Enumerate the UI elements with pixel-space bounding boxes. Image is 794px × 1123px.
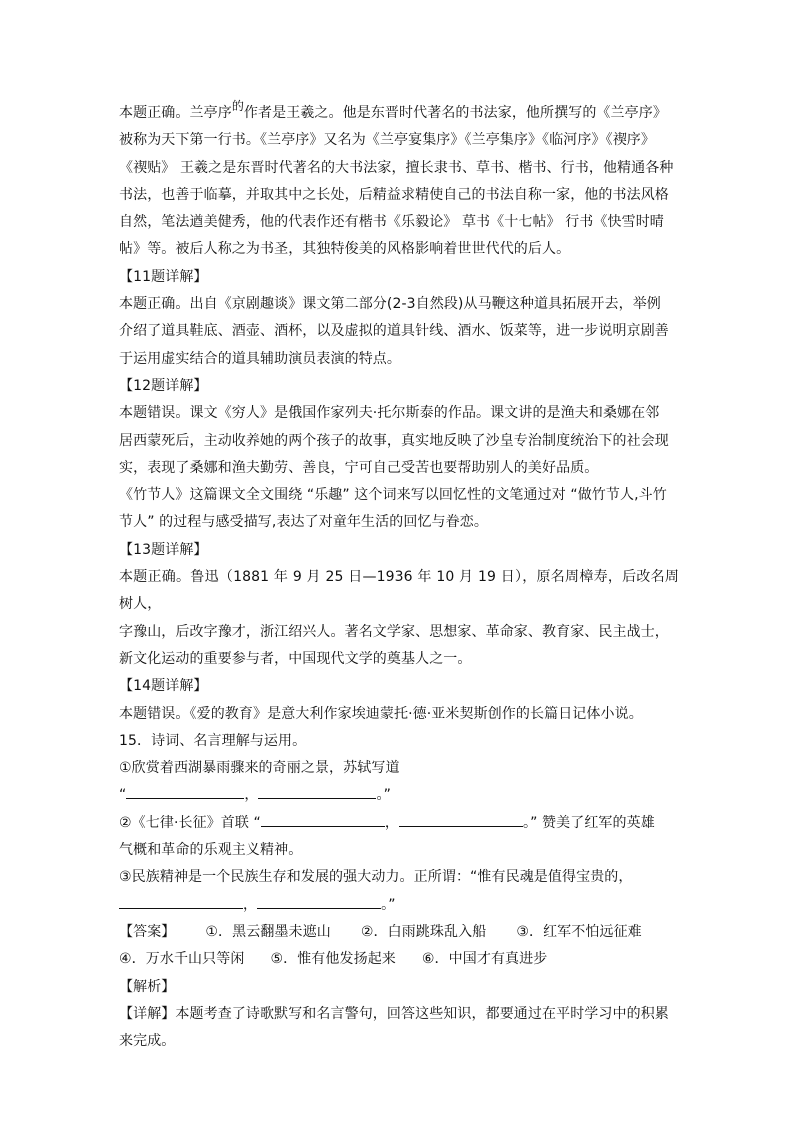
q14-heading: 【14题详解】	[119, 678, 208, 695]
q10-line3: 《禊贴》 王羲之是东晋时代著名的大书法家，擅长隶书、草书、楷书、行书，他精通各种	[119, 159, 674, 176]
q15-item2-suffix: 。” 赞美了红军的英雄	[523, 814, 655, 831]
q13-heading: 【13题详解】	[119, 541, 208, 558]
q15-item3-comma: ，	[243, 896, 258, 913]
q10-line6: 帖》等。被后人称之为书圣，其独特俊美的风格影响着世世代代的后人。	[119, 241, 571, 258]
q11-line3: 于运用虚实结合的道具辅助演员表演的特点。	[119, 350, 401, 367]
q14-line1: 本题错误。《爱的教育》是意大利作家埃迪蒙托·德·亚米契斯创作的长篇日记体小说。	[119, 705, 643, 722]
q15-item1-comma: ，	[244, 787, 259, 804]
q15-item1-close-quote: 。”	[376, 787, 391, 804]
q11-line1: 本题正确。出自《京剧趣谈》课文第二部分(2-3自然段)从马鞭这种道具拓展开去，举例	[119, 296, 661, 313]
q10-line4: 书法，也善于临摹，并取其中之长处，后精益求精使自己的书法自称一家，他的书法风格	[119, 186, 669, 203]
q15-answer-row1	[119, 919, 679, 946]
q11-heading: 【11题详解】	[119, 268, 208, 285]
q10-superscript: 的	[231, 99, 244, 113]
answer-1: ①．黑云翻墨未遮山	[205, 923, 331, 940]
answer-6: ⑥．中国才有真进步	[421, 951, 548, 968]
q15-detail	[119, 1001, 679, 1056]
fill-blank-5[interactable]	[119, 892, 243, 909]
fill-blank-6[interactable]	[257, 892, 381, 909]
q12-line4: 《竹节人》这篇课文全文围绕 “乐趣” 这个词来写以回忆性的文笔通过对 “做竹节人,斗竹	[119, 487, 667, 504]
q12-line3: 实，表现了桑娜和渔夫勤劳、善良，宁可自己受苦也要帮助别人的美好品质。	[119, 459, 599, 476]
answer-3: ③．红军不怕远征难	[516, 923, 642, 940]
q12-heading: 【12题详解】	[119, 377, 208, 394]
q13-line3: 新文化运动的重要参与者，中国现代文学的奠基人之一。	[119, 650, 472, 667]
q13-line1: 本题正确。鲁迅（1881 年 9 月 25 日—1936 年 10 月 19 日），原名周樟寿，后改名周树人，	[119, 569, 679, 613]
q15-item2-line2: 气概和革命的乐观主义精神。	[119, 842, 303, 859]
q11-paragraph	[119, 291, 679, 373]
answer-2: ②．白雨跳珠乱入船	[360, 923, 487, 940]
answer-5: ⑤．惟有他发扬起来	[270, 951, 396, 968]
fill-blank-1[interactable]	[126, 782, 244, 799]
q15-item3	[119, 864, 679, 919]
analysis-label: 【解析】	[119, 978, 176, 995]
fill-blank-4[interactable]	[399, 810, 523, 827]
q15-item2	[119, 810, 679, 865]
q14-paragraph	[119, 701, 679, 728]
q12-line1: 本题错误。课文《穷人》是俄国作家列夫·托尔斯泰的作品。课文讲的是渔夫和桑娜在邻	[119, 405, 660, 422]
q10-line2: 被称为天下第一行书。《兰亭序》又名为《兰亭宴集序》《兰亭集序》《临河序》《禊序》	[119, 132, 655, 149]
q15-answer-row2	[119, 946, 679, 973]
q12-line5: 节人” 的过程与感受描写,表达了对童年生活的回忆与眷恋。	[119, 514, 488, 531]
q15-item2-comma: ，	[384, 814, 400, 831]
q10-paragraph	[119, 100, 679, 264]
answer-label: 【答案】	[119, 923, 176, 940]
q12-paragraph	[119, 400, 679, 536]
q15-item1-open-quote: “	[119, 787, 127, 804]
q15-item3-prompt: ③民族精神是一个民族生存和发展的强大动力。正所谓：“惟有民魂是值得宝贵的，	[119, 869, 633, 886]
q15-title: 15．诗词、名言理解与运用。	[119, 732, 307, 749]
q10-line1: 作者是王羲之。他是东晋时代著名的书法家，他所撰写的《兰亭序》	[243, 105, 667, 121]
q10-lead: 本题正确。兰亭序	[119, 105, 232, 121]
q12-line2: 居西蒙死后，主动收养她的两个孩子的故事，真实地反映了沙皇专治制度统治下的社会现	[119, 432, 669, 449]
answer-explanations	[119, 100, 679, 1055]
q15-item1	[119, 755, 679, 810]
q15-item1-prompt: ①欣赏着西湖暴雨骤来的奇丽之景，苏轼写道	[119, 760, 400, 777]
q13-paragraph	[119, 564, 679, 673]
q10-line5: 自然，笔法遒美健秀，他的代表作还有楷书《乐毅论》 草书《十七帖》 行书《快雪时晴	[119, 214, 664, 231]
q15-detail-line1: 【详解】本题考查了诗歌默写和名言警句，回答这些知识，都要通过在平时学习中的积累	[119, 1005, 669, 1022]
q15-item2-prefix: ②《七律·长征》首联 “	[119, 814, 261, 831]
q13-line2: 字豫山，后改字豫才，浙江绍兴人。著名文学家、思想家、革命家、教育家、民主战士，	[119, 623, 669, 640]
fill-blank-3[interactable]	[261, 810, 385, 827]
q11-line2: 介绍了道具鞋底、酒壶、酒杯，以及虚拟的道具针线、酒水、饭菜等，进一步说明京剧善	[119, 323, 669, 340]
q15-item3-close: 。”	[381, 896, 396, 913]
answer-4: ④．万水千山只等闲	[119, 951, 245, 968]
q15-detail-line2: 来完成。	[119, 1033, 176, 1050]
fill-blank-2[interactable]	[258, 782, 376, 799]
